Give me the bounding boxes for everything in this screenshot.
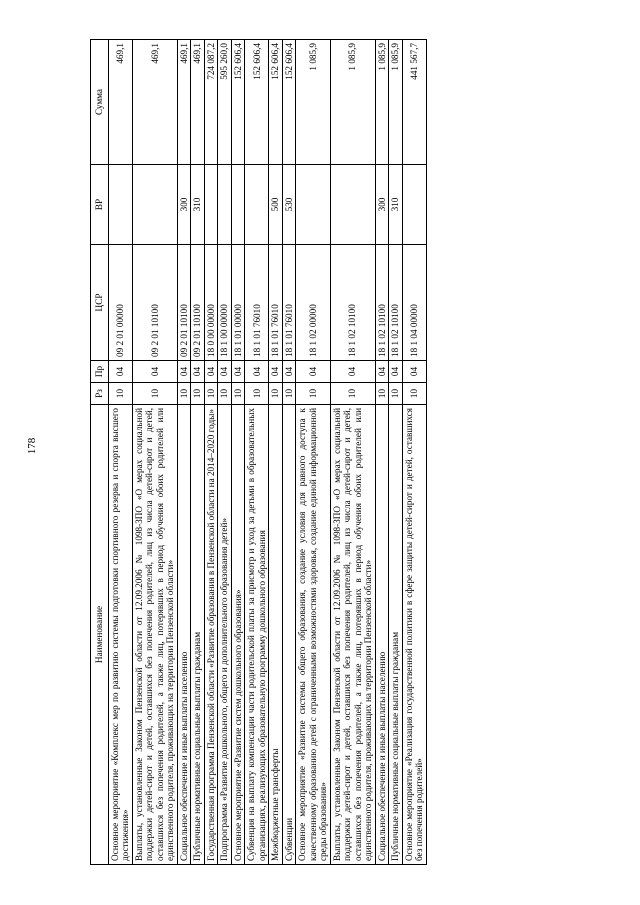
cell-sum: 152 606,4: [245, 40, 269, 165]
cell-csr: 18 1 01 00000: [231, 245, 244, 361]
cell-pr: 04: [231, 361, 244, 383]
cell-pr: 04: [177, 361, 190, 383]
cell-pr: 04: [330, 361, 375, 383]
cell-vr: 530: [282, 165, 295, 245]
budget-table: [90, 39, 427, 865]
cell-csr: 18 1 01 76010: [269, 245, 282, 361]
cell-name: Выплаты, установленные Законом Пензенской области от 12.09.2006 № 1098-ЗПО «О мерах социальной поддержки детей-сирот и детей, оставшихся без попечения родителей, лиц из числа детей-сирот и детей, оставшихся без попечения родителей, а также лиц, потерявших в период обучения обоих родителей или единственного родителя, проживающих на территории Пензенской области»: [330, 405, 375, 865]
cell-sum: 441 567,7: [402, 40, 426, 165]
cell-vr: [296, 165, 330, 245]
cell-vr: 500: [269, 165, 282, 245]
cell-sum: 1 085,9: [389, 40, 402, 165]
cell-name: Межбюджетные трансферты: [269, 405, 282, 865]
header-sum: Сумма: [91, 40, 109, 165]
cell-rz: 10: [218, 383, 231, 405]
cell-vr: 300: [375, 165, 388, 245]
cell-vr: [231, 165, 244, 245]
cell-rz: 10: [109, 383, 133, 405]
cell-pr: 04: [282, 361, 295, 383]
cell-vr: 310: [389, 165, 402, 245]
cell-name: Субвенция на выплату компенсации части родительской платы за присмотр и уход за детьми в образовательных организациях, реализующих образовательную программу дошкольного образования: [245, 405, 269, 865]
cell-csr: 09 2 01 10100: [132, 245, 177, 361]
cell-sum: 152 606,4: [231, 40, 244, 165]
cell-csr: 18 1 02 10100: [389, 245, 402, 361]
table-row: [109, 40, 133, 865]
cell-rz: 10: [375, 383, 388, 405]
header-vr: ВР: [91, 165, 109, 245]
cell-pr: 04: [402, 361, 426, 383]
header-pr: Пр: [91, 361, 109, 383]
cell-csr: 09 2 01 10100: [191, 245, 204, 361]
cell-rz: 10: [132, 383, 177, 405]
cell-vr: [245, 165, 269, 245]
cell-name: Основное мероприятие «Реализация государственной политики в сфере защиты детей-сирот и детей, оставшихся без попечения родителей»: [402, 405, 426, 865]
cell-name: Государственная программа Пензенской области «Развитие образования в Пензенской области на 2014–2020 годы»: [204, 405, 217, 865]
table-row: [231, 40, 244, 865]
cell-rz: 10: [231, 383, 244, 405]
cell-rz: 10: [330, 383, 375, 405]
rotated-page-content: [90, 40, 550, 865]
cell-name: Социальное обеспечение и иные выплаты населению: [375, 405, 388, 865]
cell-pr: 04: [132, 361, 177, 383]
cell-name: Основное мероприятие «Комплекс мер по развитию системы подготовки спортивного резерва и спорта высшего достижения»: [109, 405, 133, 865]
table-header-row: [91, 40, 109, 865]
cell-vr: 300: [177, 165, 190, 245]
header-name: Наименование: [91, 405, 109, 865]
cell-rz: 10: [282, 383, 295, 405]
cell-pr: 04: [269, 361, 282, 383]
cell-csr: 18 1 02 00000: [296, 245, 330, 361]
cell-sum: 152 606,4: [269, 40, 282, 165]
cell-pr: 04: [296, 361, 330, 383]
cell-csr: 18 0 00 00000: [204, 245, 217, 361]
table-row: [296, 40, 330, 865]
table-row: [389, 40, 402, 865]
cell-sum: 152 606,4: [282, 40, 295, 165]
cell-vr: [218, 165, 231, 245]
cell-rz: 10: [402, 383, 426, 405]
table-row: [177, 40, 190, 865]
cell-vr: [109, 165, 133, 245]
cell-rz: 10: [191, 383, 204, 405]
table-row: [204, 40, 217, 865]
cell-sum: 469,1: [109, 40, 133, 165]
cell-vr: [132, 165, 177, 245]
cell-sum: 469,1: [191, 40, 204, 165]
table-row: [132, 40, 177, 865]
cell-name: Основное мероприятие «Развитие системы общего образования, создание условия для равного доступа к качественному образованию детей с ограниченными возможностями здоровья, создание единой информационной среды образования»: [296, 405, 330, 865]
cell-rz: 10: [269, 383, 282, 405]
cell-rz: 10: [296, 383, 330, 405]
cell-sum: 724 087,2: [204, 40, 217, 165]
cell-vr: 310: [191, 165, 204, 245]
cell-vr: [402, 165, 426, 245]
cell-name: Выплаты, установленные Законом Пензенской области от 12.09.2006 № 1098-ЗПО «О мерах социальной поддержки детей-сирот и детей, оставшихся без попечения родителей, лиц из числа детей-сирот и детей, оставшихся без попечения родителей, а также лиц, потерявших в период обучения обоих родителей или единственного родителя, проживающих на территории Пензенской области»: [132, 405, 177, 865]
cell-pr: 04: [204, 361, 217, 383]
cell-pr: 04: [109, 361, 133, 383]
page-number: 178: [26, 437, 38, 455]
cell-sum: 1 085,9: [375, 40, 388, 165]
table-row: [191, 40, 204, 865]
cell-rz: 10: [389, 383, 402, 405]
cell-name: Подпрограмма «Развитие дошкольного, общего и дополнительного образования детей»: [218, 405, 231, 865]
cell-name: Публичные нормативные социальные выплаты гражданам: [389, 405, 402, 865]
cell-csr: 18 1 00 00000: [218, 245, 231, 361]
cell-sum: 469,1: [177, 40, 190, 165]
table-row: [245, 40, 269, 865]
table-row: [375, 40, 388, 865]
cell-csr: 18 1 01 76010: [282, 245, 295, 361]
cell-csr: 09 2 01 00000: [109, 245, 133, 361]
cell-name: Субвенции: [282, 405, 295, 865]
cell-rz: 10: [204, 383, 217, 405]
cell-pr: 04: [389, 361, 402, 383]
cell-name: Социальное обеспечение и иные выплаты населению: [177, 405, 190, 865]
table-row: [269, 40, 282, 865]
table-row: [330, 40, 375, 865]
cell-csr: 18 1 02 10100: [330, 245, 375, 361]
cell-pr: 04: [191, 361, 204, 383]
cell-sum: 595 260,0: [218, 40, 231, 165]
cell-csr: 18 1 01 76010: [245, 245, 269, 361]
cell-csr: 09 2 01 10100: [177, 245, 190, 361]
table-row: [218, 40, 231, 865]
header-csr: ЦСР: [91, 245, 109, 361]
cell-pr: 04: [218, 361, 231, 383]
cell-csr: 18 1 02 10100: [375, 245, 388, 361]
cell-vr: [204, 165, 217, 245]
cell-sum: 469,1: [132, 40, 177, 165]
cell-csr: 18 1 04 00000: [402, 245, 426, 361]
cell-name: Публичные нормативные социальные выплаты гражданам: [191, 405, 204, 865]
cell-pr: 04: [245, 361, 269, 383]
cell-pr: 04: [375, 361, 388, 383]
cell-name: Основное мероприятие «Развитие систем дошкольного образования»: [231, 405, 244, 865]
cell-rz: 10: [177, 383, 190, 405]
table-row: [402, 40, 426, 865]
header-rz: Рз: [91, 383, 109, 405]
cell-sum: 1 085,9: [330, 40, 375, 165]
table-body: [109, 40, 427, 865]
cell-rz: 10: [245, 383, 269, 405]
table-row: [282, 40, 295, 865]
cell-sum: 1 085,9: [296, 40, 330, 165]
cell-vr: [330, 165, 375, 245]
